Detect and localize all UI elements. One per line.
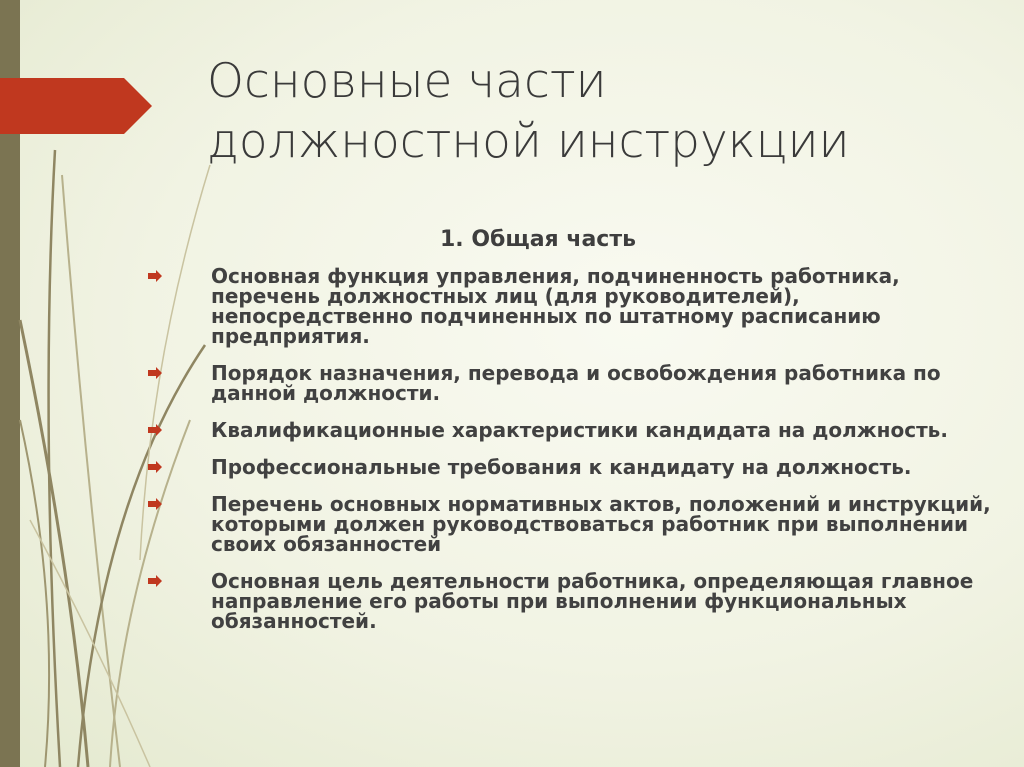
arrow-bullet-icon <box>148 498 162 510</box>
arrow-bullet-icon <box>148 424 162 436</box>
section-subtitle: 1. Общая часть <box>440 227 636 252</box>
bullet-text: Основная функция управления, подчиненность работника, перечень должностных лиц (для руководителей), непосредственно подчиненных по штатному расписанию предприятия. <box>211 264 900 348</box>
title-line-2: должностной инструкции <box>207 114 850 169</box>
list-item <box>148 420 998 440</box>
bullet-text: Основная цель деятельности работника, определяющая главное направление его работы при выполнении функциональных обязанностей. <box>211 569 974 633</box>
list-item <box>148 266 998 346</box>
bullet-text: Порядок назначения, перевода и освобождения работника по данной должности. <box>211 361 941 405</box>
list-item <box>148 571 998 631</box>
list-item <box>148 494 998 554</box>
list-item <box>148 457 998 477</box>
arrow-bullet-icon <box>148 575 162 587</box>
red-arrow-flag-icon <box>0 78 152 134</box>
bullet-text: Профессиональные требования к кандидату на должность. <box>211 455 912 479</box>
list-item <box>148 363 998 403</box>
arrow-bullet-icon <box>148 367 162 379</box>
arrow-bullet-icon <box>148 461 162 473</box>
arrow-bullet-icon <box>148 270 162 282</box>
title-line-1: Основные части <box>207 54 607 109</box>
bullet-text: Перечень основных нормативных актов, положений и инструкций, которыми должен руководствоваться работник при выполнении своих обязанностей <box>211 492 991 556</box>
slide-title <box>207 52 987 172</box>
bullet-list <box>148 266 998 648</box>
bullet-text: Квалификационные характеристики кандидата на должность. <box>211 418 948 442</box>
